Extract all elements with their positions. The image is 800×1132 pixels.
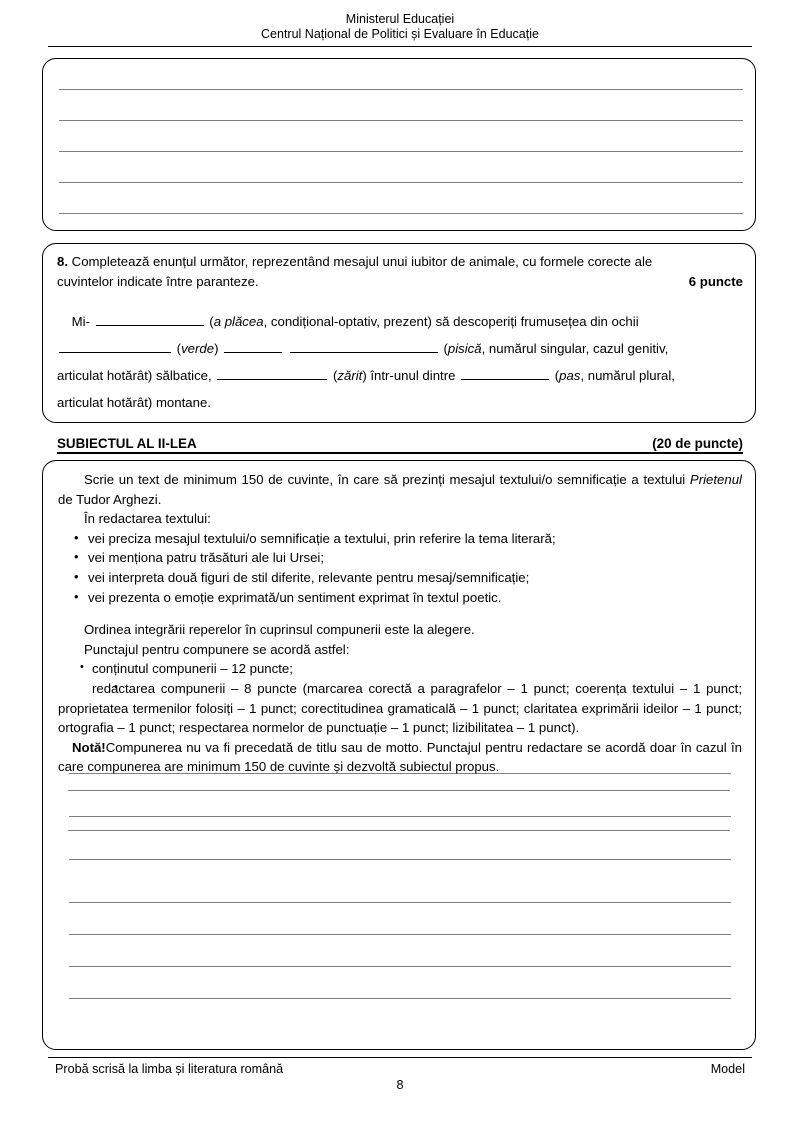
spacer (58, 607, 742, 620)
item-8-sentence-line3: articulat hotărât) sălbatice, (zărit) într-unul dintre (pas, numărul plural, (57, 368, 675, 383)
hint-word: verde (181, 341, 215, 356)
task-bullet: • vei interpreta două figuri de stil diferite, relevante pentru mesaj/semnificație; (58, 568, 742, 588)
task-note (58, 738, 742, 777)
item-8-prompt (57, 252, 743, 292)
header-ministry: Ministerul Educației (345, 12, 455, 26)
hint-word: pisică (447, 341, 482, 356)
item-8-sentence-line2: (verde) (pisică, numărul singular, cazul genitiv, (57, 335, 743, 362)
footer-right: Model (710, 1062, 745, 1076)
item-8-prompt-text2: cuvintelor indicate între paranteze. (57, 274, 259, 289)
task-bullet: • vei preciza mesajul textului/o semnificație a textului, prin referire la tema literară; (58, 529, 742, 549)
sentence-fragment: articulat hotărât) sălbatice, (57, 368, 212, 383)
fill-blank[interactable] (290, 339, 438, 353)
sentence-fragment: articulat hotărât) montane. (57, 395, 211, 410)
task-scoring-bullet (58, 679, 742, 738)
subject-2-heading (57, 436, 743, 454)
header-center: Centrul Național de Politici și Evaluare în Educație (261, 27, 539, 41)
writing-line (69, 816, 731, 817)
composition-task-text (58, 470, 742, 777)
document-footer (55, 1062, 745, 1076)
answer-box-top[interactable] (42, 58, 756, 231)
page-number: 8 (396, 1078, 404, 1092)
item-8-sentence-line4 (57, 389, 743, 416)
hint-word: pas (559, 368, 581, 383)
task-scoring-list (58, 659, 742, 737)
writing-line (69, 859, 731, 860)
subject-2-points: (20 de puncte) (652, 436, 743, 451)
task-scoring-bullet-text: redactarea compunerii – 8 puncte (marcarea corectă a paragrafelor – 1 punct; coerența textului – 1 punct; proprietatea termenilor folosiți – 1 punct; corectitudinea gramaticală – 1 punct; claritatea exprimării ideilor – 1 punct; ortografia – 1 punct; respectarea normelor de punctuație – 1 punct; lizibilitatea – 1 punct). (58, 680, 742, 736)
item-8-prompt-line1 (57, 252, 743, 272)
task-bullet: • vei prezenta o emoție exprimată/un sentiment exprimat în textul poetic. (58, 588, 742, 608)
item-8-sentence-line1: Mi- (a plăcea, condițional-optativ, prezent) să descoperiți frumusețea din ochii (71, 314, 639, 329)
item-8-prompt-text1: Completează enunțul următor, reprezentând mesajul unui iubitor de animale, cu formele corecte ale (71, 254, 653, 269)
document-header (50, 12, 750, 42)
fill-blank[interactable] (96, 312, 204, 326)
task-redaction-label: În redactarea textului: (84, 511, 211, 527)
writing-line (69, 966, 731, 967)
task-note-label: Notă! (72, 739, 106, 755)
poem-title: Prietenul (689, 472, 742, 487)
item-8-number: 8. (57, 254, 68, 269)
writing-line (69, 998, 731, 999)
fill-blank[interactable] (461, 366, 549, 380)
task-note-text: Compunerea nu va fi precedată de titlu sau de motto. Punctajul pentru redactare se acordă doar în cazul în care compunerea are minimum 150 de cuvinte și dezvoltă subiectul propus. (58, 739, 742, 775)
writing-line (69, 934, 731, 935)
fill-blank[interactable] (59, 339, 171, 353)
hint-word: a plăcea (213, 314, 264, 329)
item-8-prompt-line2 (57, 272, 743, 292)
task-bullet: • vei menționa patru trăsături ale lui Ursei; (58, 548, 742, 568)
subject-2-title: SUBIECTUL AL II-LEA (57, 436, 197, 451)
footer-divider (48, 1057, 752, 1058)
item-8-sentence (57, 308, 743, 416)
footer-left: Probă scrisă la limba și literatura română (55, 1062, 284, 1076)
header-divider (48, 46, 752, 47)
writing-line (59, 182, 743, 183)
writing-line (59, 151, 743, 152)
task-intro (58, 470, 742, 509)
task-order-note: Ordinea integrării reperelor în cuprinsul compunerii este la alegere. (84, 622, 475, 638)
fill-blank[interactable] (217, 366, 327, 380)
writing-line (69, 902, 731, 903)
item-8-points: 6 puncte (688, 274, 743, 289)
task-scoring-label: Punctajul pentru compunere se acordă astfel: (84, 641, 350, 657)
fill-blank[interactable] (224, 339, 282, 353)
writing-line (68, 790, 730, 791)
sentence-fragment: Mi- (71, 314, 90, 329)
task-scoring-bullet: • conținutul compunerii – 12 puncte; (58, 659, 742, 679)
hint-word: zărit (337, 368, 363, 383)
writing-line (59, 120, 743, 121)
writing-line (68, 830, 730, 831)
writing-line (59, 89, 743, 90)
task-intro-line1: Scrie un text de minimum 150 de cuvinte, în care să prezinți mesajul textului/o semnificație a textului (84, 472, 686, 487)
writing-line (59, 213, 743, 214)
task-bullet-list (58, 529, 742, 607)
task-intro-author: de Tudor Arghezi. (58, 491, 162, 507)
